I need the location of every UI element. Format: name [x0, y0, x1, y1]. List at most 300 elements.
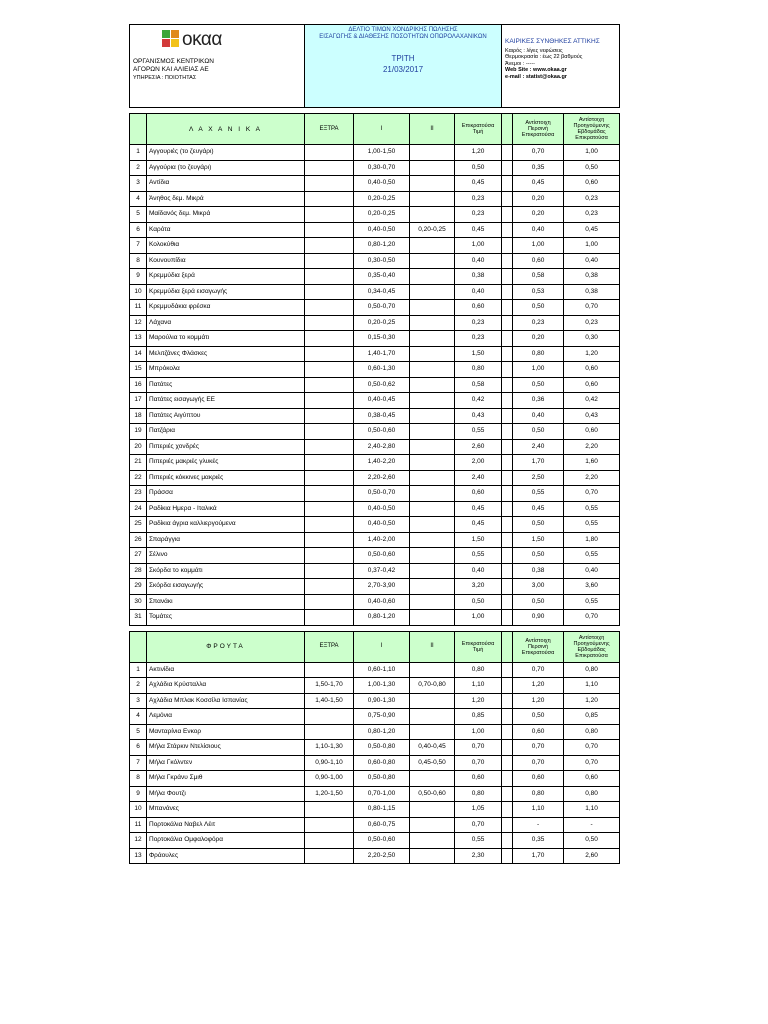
- blank-cell: [502, 594, 513, 610]
- last-year-price: 2,40: [513, 439, 564, 455]
- product-name: Κολοκύθια: [147, 238, 305, 254]
- price-class2: [410, 408, 455, 424]
- table-row: [130, 833, 620, 849]
- prevailing-price: 1,00: [455, 724, 502, 740]
- last-week-price: 0,30: [564, 331, 620, 347]
- row-number: 8: [130, 253, 147, 269]
- price-class2: [410, 455, 455, 471]
- price-extra: [305, 377, 354, 393]
- row-number: 30: [130, 594, 147, 610]
- price-extra: [305, 408, 354, 424]
- last-week-price: 0,38: [564, 284, 620, 300]
- price-class1: 0,60-1,10: [354, 662, 410, 678]
- price-extra: [305, 833, 354, 849]
- table-row: [130, 191, 620, 207]
- prevailing-price: 0,45: [455, 517, 502, 533]
- product-name: Τομάτες: [147, 610, 305, 626]
- weather-temp: Θερμοκρασία : έως 22 βαθμούς: [505, 54, 583, 60]
- row-number: 21: [130, 455, 147, 471]
- blank-cell: [502, 207, 513, 223]
- row-number: 11: [130, 300, 147, 316]
- weather-sky: Καιρός : λίγες νεφώσεις: [505, 47, 563, 54]
- prevailing-price: 1,00: [455, 610, 502, 626]
- price-extra: [305, 222, 354, 238]
- price-extra: [305, 548, 354, 564]
- last-week-price: 0,42: [564, 393, 620, 409]
- last-week-price: 1,00: [564, 145, 620, 161]
- table-row: [130, 362, 620, 378]
- blank-cell: [502, 517, 513, 533]
- column-header-last-week: Αντίστοιχη Προηγούμενης Εβδομάδας Επικρατούσα: [564, 114, 620, 145]
- price-extra: [305, 501, 354, 517]
- price-class2: [410, 253, 455, 269]
- price-table: [129, 24, 620, 864]
- blank-cell: [502, 678, 513, 694]
- last-year-price: 0,70: [513, 755, 564, 771]
- prevailing-price: 0,23: [455, 207, 502, 223]
- product-name: Ραδίκια άγρια καλλιεργούμενα: [147, 517, 305, 533]
- product-name: Σέλινο: [147, 548, 305, 564]
- last-week-price: 3,60: [564, 579, 620, 595]
- last-year-price: 0,50: [513, 594, 564, 610]
- last-year-price: 0,80: [513, 346, 564, 362]
- price-extra: [305, 579, 354, 595]
- price-class1: 0,30-0,50: [354, 253, 410, 269]
- column-header-class2: ΙΙ: [410, 631, 455, 662]
- last-week-price: 1,00: [564, 238, 620, 254]
- logo-square-red: [162, 39, 170, 47]
- table-row: [130, 176, 620, 192]
- table-row: [130, 300, 620, 316]
- price-class1: 1,00-1,50: [354, 145, 410, 161]
- row-number: 9: [130, 269, 147, 285]
- prevailing-price: 1,20: [455, 693, 502, 709]
- price-extra: [305, 191, 354, 207]
- prevailing-price: 0,23: [455, 191, 502, 207]
- price-class2: 0,45-0,50: [410, 755, 455, 771]
- blank-cell: [502, 315, 513, 331]
- product-name: Κρεμμύδια ξερά: [147, 269, 305, 285]
- row-number: 17: [130, 393, 147, 409]
- price-class2: [410, 362, 455, 378]
- last-year-price: 0,50: [513, 424, 564, 440]
- product-name: Λάχανα: [147, 315, 305, 331]
- column-header-extra: ΕΞΤΡΑ: [305, 631, 354, 662]
- column-header-prevailing: Επικρατούσα Τιμή: [455, 114, 502, 145]
- price-extra: [305, 393, 354, 409]
- product-name: Αγγουριές (το ζευγάρι): [147, 145, 305, 161]
- product-name: Καρότα: [147, 222, 305, 238]
- blank-cell: [502, 848, 513, 864]
- prevailing-price: 3,20: [455, 579, 502, 595]
- last-week-price: 2,60: [564, 848, 620, 864]
- price-class2: 0,50-0,60: [410, 786, 455, 802]
- product-name: Κρεμμύδια ξερά εισαγωγής: [147, 284, 305, 300]
- table-row: [130, 563, 620, 579]
- last-year-price: 0,90: [513, 610, 564, 626]
- price-class2: [410, 284, 455, 300]
- blank-cell: [502, 563, 513, 579]
- price-extra: [305, 563, 354, 579]
- table-row: [130, 740, 620, 756]
- price-extra: [305, 802, 354, 818]
- table-row: [130, 160, 620, 176]
- last-week-price: 0,60: [564, 771, 620, 787]
- price-extra: [305, 207, 354, 223]
- row-number: 12: [130, 833, 147, 849]
- last-week-price: 0,55: [564, 517, 620, 533]
- weather-email: e-mail : statist@okaa.gr: [505, 73, 567, 80]
- last-week-price: -: [564, 817, 620, 833]
- product-name: Μελιτζάνες Φλάσκες: [147, 346, 305, 362]
- price-class1: 0,30-0,70: [354, 160, 410, 176]
- price-class2: [410, 331, 455, 347]
- prevailing-price: 0,60: [455, 300, 502, 316]
- price-class1: 0,20-0,25: [354, 315, 410, 331]
- product-name: Λεμόνια: [147, 709, 305, 725]
- blank-cell: [502, 284, 513, 300]
- price-class2: [410, 160, 455, 176]
- blank-cell: [502, 532, 513, 548]
- header-blank-6: [502, 114, 513, 145]
- blank-cell: [502, 579, 513, 595]
- last-year-price: 0,50: [513, 517, 564, 533]
- last-year-price: 1,50: [513, 532, 564, 548]
- row-number: 2: [130, 160, 147, 176]
- prevailing-price: 2,40: [455, 470, 502, 486]
- last-week-price: 0,70: [564, 740, 620, 756]
- price-class2: [410, 346, 455, 362]
- price-class2: [410, 771, 455, 787]
- price-class2: [410, 315, 455, 331]
- price-class2: [410, 833, 455, 849]
- blank-cell: [502, 269, 513, 285]
- prevailing-price: 0,55: [455, 424, 502, 440]
- last-year-price: -: [513, 817, 564, 833]
- last-week-price: 2,20: [564, 470, 620, 486]
- product-name: Σπανάκι: [147, 594, 305, 610]
- prevailing-price: 1,50: [455, 532, 502, 548]
- table-row: [130, 548, 620, 564]
- price-class1: 1,40-2,20: [354, 455, 410, 471]
- row-number: 13: [130, 848, 147, 864]
- price-class1: 0,70-1,00: [354, 786, 410, 802]
- price-class1: 0,60-0,75: [354, 817, 410, 833]
- price-class2: [410, 709, 455, 725]
- prevailing-price: 0,70: [455, 817, 502, 833]
- prevailing-price: 0,85: [455, 709, 502, 725]
- price-class1: 0,80-1,20: [354, 238, 410, 254]
- row-number: 15: [130, 362, 147, 378]
- weather-website: Web Site : www.okaa.gr: [505, 67, 567, 73]
- prevailing-price: 0,80: [455, 786, 502, 802]
- prevailing-price: 1,50: [455, 346, 502, 362]
- price-class1: 0,80-1,20: [354, 724, 410, 740]
- product-name: Αχλάδια Μπλακ Κοσσίλα Ισπανίας: [147, 693, 305, 709]
- price-class1: 2,40-2,80: [354, 439, 410, 455]
- bulletin-title-cell: [305, 25, 502, 108]
- last-week-price: 0,60: [564, 362, 620, 378]
- price-class2: [410, 176, 455, 192]
- last-year-price: 0,35: [513, 833, 564, 849]
- row-number: 11: [130, 817, 147, 833]
- product-name: Σπαράγγια: [147, 532, 305, 548]
- product-name: Πατάτες εισαγωγής ΕΕ: [147, 393, 305, 409]
- product-name: Πατζάρια: [147, 424, 305, 440]
- product-name: Πιπεριές μακριές γλυκές: [147, 455, 305, 471]
- weather-wind: Άνεμοι : -----: [505, 60, 535, 67]
- last-year-price: 2,50: [513, 470, 564, 486]
- row-number: 1: [130, 662, 147, 678]
- price-extra: [305, 269, 354, 285]
- prevailing-price: 0,58: [455, 377, 502, 393]
- weather-title: ΚΑΙΡΙΚΕΣ ΣΥΝΘΗΚΕΣ ΑΤΤΙΚΗΣ: [505, 38, 600, 45]
- prevailing-price: 0,60: [455, 771, 502, 787]
- row-number: 24: [130, 501, 147, 517]
- price-extra: [305, 160, 354, 176]
- price-class2: [410, 191, 455, 207]
- price-extra: 1,40-1,50: [305, 693, 354, 709]
- price-extra: [305, 238, 354, 254]
- product-name: Αντίδια: [147, 176, 305, 192]
- prevailing-price: 0,42: [455, 393, 502, 409]
- prevailing-price: 0,45: [455, 222, 502, 238]
- table-row: [130, 532, 620, 548]
- price-class1: 0,50-0,70: [354, 300, 410, 316]
- blank-cell: [502, 786, 513, 802]
- last-year-price: 0,80: [513, 786, 564, 802]
- product-name: Άνηθος δεμ. Μικρά: [147, 191, 305, 207]
- bulletin-line2: ΕΙΣΑΓΩΓΗΣ & ΔΙΑΘΕΣΗΣ ΠΟΣΟΤΗΤΩΝ ΟΠΩΡΟΛΑΧΑΝΙΚΩΝ: [319, 34, 487, 40]
- header-blank-0: [130, 114, 147, 145]
- price-class1: 0,50-0,80: [354, 740, 410, 756]
- blank-cell: [502, 740, 513, 756]
- price-class2: [410, 517, 455, 533]
- price-class2: [410, 817, 455, 833]
- last-week-price: 0,43: [564, 408, 620, 424]
- price-class2: [410, 424, 455, 440]
- row-number: 23: [130, 486, 147, 502]
- price-class2: [410, 802, 455, 818]
- price-extra: [305, 300, 354, 316]
- last-week-price: 2,20: [564, 439, 620, 455]
- prevailing-price: 0,45: [455, 176, 502, 192]
- blank-cell: [502, 455, 513, 471]
- last-year-price: 0,55: [513, 486, 564, 502]
- prevailing-price: 1,20: [455, 145, 502, 161]
- price-class2: [410, 532, 455, 548]
- last-week-price: 1,20: [564, 346, 620, 362]
- blank-cell: [502, 470, 513, 486]
- prevailing-price: 0,45: [455, 501, 502, 517]
- product-name: Πορτοκάλια Ομφαλοφόρα: [147, 833, 305, 849]
- product-name: Πιπεριές κόκκινες μακριές: [147, 470, 305, 486]
- weather-cell: [502, 25, 620, 108]
- price-extra: 1,50-1,70: [305, 678, 354, 694]
- blank-cell: [502, 393, 513, 409]
- last-week-price: 0,80: [564, 662, 620, 678]
- table-row: [130, 439, 620, 455]
- last-year-price: 3,00: [513, 579, 564, 595]
- row-number: 8: [130, 771, 147, 787]
- price-class1: 2,70-3,90: [354, 579, 410, 595]
- product-name: Μήλα Φουτζι: [147, 786, 305, 802]
- price-class2: 0,40-0,45: [410, 740, 455, 756]
- row-number: 6: [130, 740, 147, 756]
- row-number: 29: [130, 579, 147, 595]
- price-class1: 0,38-0,45: [354, 408, 410, 424]
- product-name: Μπανάνες: [147, 802, 305, 818]
- price-extra: [305, 817, 354, 833]
- bulletin-day: ΤΡΙΤΗ: [391, 54, 415, 63]
- row-number: 10: [130, 802, 147, 818]
- price-extra: [305, 439, 354, 455]
- logo-text: οκαα: [182, 29, 222, 50]
- last-year-price: 0,23: [513, 315, 564, 331]
- last-year-price: 0,70: [513, 662, 564, 678]
- table-row: [130, 594, 620, 610]
- table-row: [130, 284, 620, 300]
- blank-cell: [502, 145, 513, 161]
- price-class1: 0,37-0,42: [354, 563, 410, 579]
- prevailing-price: 0,55: [455, 833, 502, 849]
- table-row: [130, 786, 620, 802]
- blank-cell: [502, 222, 513, 238]
- blank-cell: [502, 817, 513, 833]
- prevailing-price: 0,70: [455, 755, 502, 771]
- blank-cell: [502, 833, 513, 849]
- bulletin-date: 21/03/2017: [382, 65, 424, 74]
- price-class2: [410, 662, 455, 678]
- table-row: [130, 771, 620, 787]
- product-name: Πατάτες Αιγύπτου: [147, 408, 305, 424]
- last-week-price: 0,23: [564, 207, 620, 223]
- price-class2: [410, 377, 455, 393]
- price-class2: [410, 439, 455, 455]
- last-year-price: 0,60: [513, 253, 564, 269]
- column-header-last-year: Αντίστοιχη Περσινή Επικρατούσα: [513, 114, 564, 145]
- prevailing-price: 2,00: [455, 455, 502, 471]
- price-class1: 2,20-2,60: [354, 470, 410, 486]
- price-class1: 1,00-1,30: [354, 678, 410, 694]
- product-name: Αγγούρια (το ζευγάρι): [147, 160, 305, 176]
- price-class2: [410, 610, 455, 626]
- logo-square-green: [162, 30, 170, 38]
- last-year-price: 0,50: [513, 300, 564, 316]
- last-year-price: 0,20: [513, 191, 564, 207]
- last-year-price: 1,70: [513, 848, 564, 864]
- table-row: [130, 238, 620, 254]
- prevailing-price: 0,55: [455, 548, 502, 564]
- price-class1: 0,60-0,80: [354, 755, 410, 771]
- table-row: [130, 346, 620, 362]
- price-class1: 0,40-0,45: [354, 393, 410, 409]
- blank-cell: [502, 501, 513, 517]
- price-bulletin-sheet: [129, 24, 619, 864]
- price-class1: 0,50-0,60: [354, 424, 410, 440]
- okaa-logo: [162, 30, 234, 52]
- table-row: [130, 269, 620, 285]
- price-class1: 0,40-0,50: [354, 222, 410, 238]
- last-year-price: 1,20: [513, 693, 564, 709]
- price-class2: [410, 470, 455, 486]
- table-row: [130, 848, 620, 864]
- last-year-price: 0,60: [513, 724, 564, 740]
- prevailing-price: 0,70: [455, 740, 502, 756]
- price-class2: [410, 486, 455, 502]
- prevailing-price: 0,80: [455, 662, 502, 678]
- price-class1: 0,50-0,60: [354, 548, 410, 564]
- blank-cell: [502, 191, 513, 207]
- blank-cell: [502, 771, 513, 787]
- price-extra: [305, 315, 354, 331]
- price-class2: [410, 501, 455, 517]
- blank-cell: [502, 238, 513, 254]
- column-header-class2: ΙΙ: [410, 114, 455, 145]
- price-class1: 1,40-2,00: [354, 532, 410, 548]
- price-extra: [305, 284, 354, 300]
- blank-cell: [502, 662, 513, 678]
- table-row: [130, 610, 620, 626]
- price-class1: 0,15-0,30: [354, 331, 410, 347]
- last-week-price: 0,85: [564, 709, 620, 725]
- row-number: 19: [130, 424, 147, 440]
- price-class2: [410, 548, 455, 564]
- last-week-price: 0,45: [564, 222, 620, 238]
- column-header-class1: Ι: [354, 631, 410, 662]
- last-year-price: 0,50: [513, 377, 564, 393]
- blank-cell: [502, 709, 513, 725]
- last-year-price: 0,36: [513, 393, 564, 409]
- product-name: Μπρόκολα: [147, 362, 305, 378]
- row-number: 13: [130, 331, 147, 347]
- row-number: 20: [130, 439, 147, 455]
- table-row: [130, 724, 620, 740]
- table-row: [130, 579, 620, 595]
- row-number: 28: [130, 563, 147, 579]
- last-year-price: 0,70: [513, 740, 564, 756]
- last-year-price: 1,00: [513, 238, 564, 254]
- price-extra: [305, 594, 354, 610]
- blank-cell: [502, 253, 513, 269]
- last-year-price: 1,70: [513, 455, 564, 471]
- last-year-price: 0,38: [513, 563, 564, 579]
- price-class1: 0,75-0,90: [354, 709, 410, 725]
- blank-cell: [502, 548, 513, 564]
- org-line1: ΟΡΓΑΝΙΣΜΟΣ ΚΕΝΤΡΙΚΩΝ: [133, 58, 214, 65]
- row-number: 10: [130, 284, 147, 300]
- last-week-price: 1,60: [564, 455, 620, 471]
- price-class1: 2,20-2,50: [354, 848, 410, 864]
- price-class1: 0,35-0,40: [354, 269, 410, 285]
- last-week-price: 0,55: [564, 548, 620, 564]
- last-year-price: 0,58: [513, 269, 564, 285]
- price-extra: [305, 346, 354, 362]
- price-class2: [410, 848, 455, 864]
- price-extra: [305, 662, 354, 678]
- last-year-price: 0,45: [513, 501, 564, 517]
- table-row: [130, 331, 620, 347]
- price-class2: [410, 238, 455, 254]
- prevailing-price: 0,50: [455, 160, 502, 176]
- header-blank-0: [130, 631, 147, 662]
- last-week-price: 0,55: [564, 501, 620, 517]
- price-class1: 0,40-0,50: [354, 176, 410, 192]
- price-class1: 0,50-0,62: [354, 377, 410, 393]
- last-week-price: 1,20: [564, 693, 620, 709]
- prevailing-price: 2,60: [455, 439, 502, 455]
- prevailing-price: 0,38: [455, 269, 502, 285]
